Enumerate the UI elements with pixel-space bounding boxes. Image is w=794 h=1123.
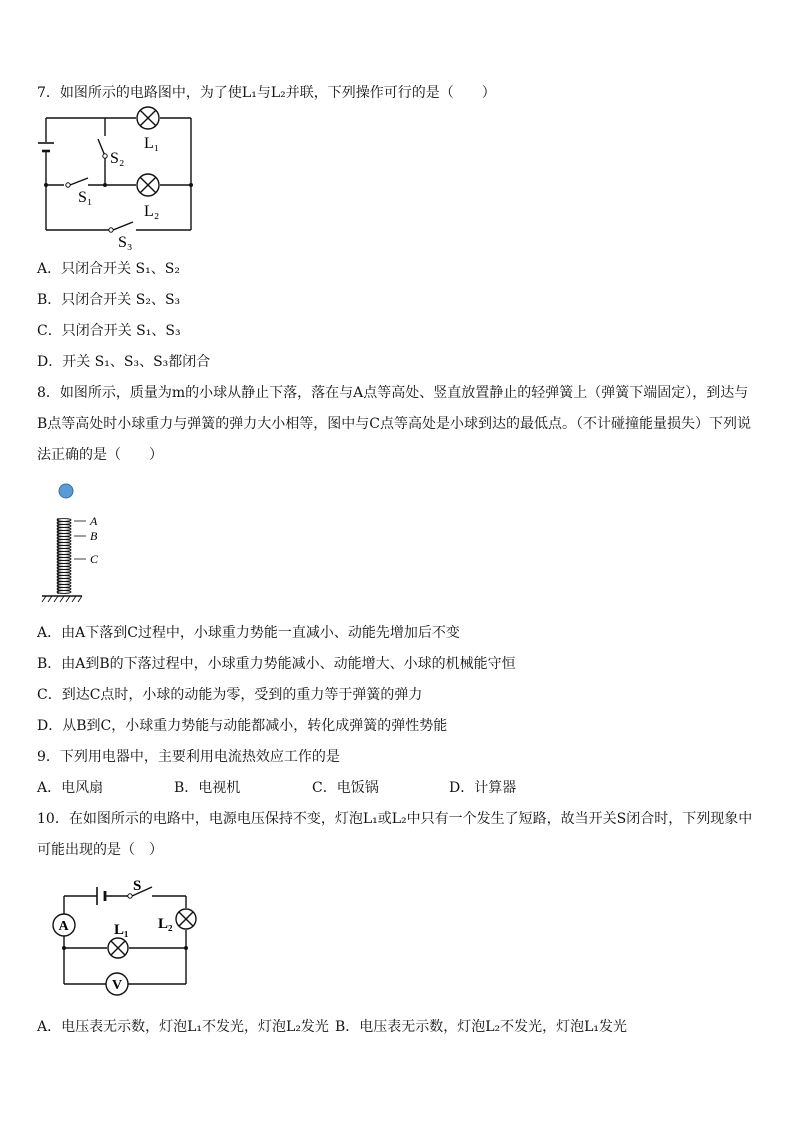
q10-option-b: B．电压表无示数，灯泡L₂不发光，灯泡L₁发光	[334, 1019, 628, 1035]
label-l2: L₂	[158, 916, 173, 932]
q7-option-b: B．只闭合开关 S₂、S₃	[37, 292, 181, 308]
svg-text:V: V	[112, 978, 123, 993]
voltmeter-icon	[106, 973, 128, 995]
q8-option-a: A．由A下落到C过程中，小球重力势能一直减小、动能先增加后不变	[37, 625, 460, 641]
q8-stem-line-1: 8．如图所示，质量为m的小球从静止下落，落在与A点等高处、竖直放置静止的轻弹簧上（弹簧下端固定），到达与	[37, 385, 749, 401]
switch-s-label: S	[133, 878, 142, 894]
q8-spring-diagram	[38, 480, 108, 605]
label-l1: L₁	[114, 922, 129, 938]
label-s1: S₁	[78, 189, 93, 206]
q7-circuit-diagram	[36, 106, 206, 251]
svg-text:A: A	[58, 919, 69, 934]
q9-stem: 9．下列用电器中，主要利用电流热效应工作的是	[37, 749, 340, 765]
q10-option-a: A．电压表无示数，灯泡L₁不发光，灯泡L₂发光	[37, 1019, 329, 1035]
lamp-l1-icon	[108, 938, 128, 958]
q10-circuit-diagram	[48, 878, 208, 998]
ammeter-icon	[53, 914, 75, 936]
q7-stem: 7．如图所示的电路图中，为了使L₁与L₂并联，下列操作可行的是（ ）	[37, 85, 496, 101]
lamp-l1-icon	[137, 107, 159, 129]
ball-icon	[59, 484, 73, 498]
q10-stem-line-2: 可能出现的是（ ）	[37, 842, 163, 858]
label-s2: S₂	[110, 150, 125, 167]
lamp-l2-icon	[176, 909, 196, 929]
q8-option-b: B．由A到B的下落过程中，小球重力势能减小、动能增大、小球的机械能守恒	[37, 656, 516, 672]
q9-option-c: C．电饭锅	[312, 780, 379, 796]
q9-option-d: D．计算器	[449, 780, 517, 796]
q10-options	[37, 1018, 627, 1036]
q9-option-a: A．电风扇	[37, 780, 104, 796]
level-a-label: A	[90, 514, 98, 528]
spring-icon	[57, 519, 71, 594]
q7-option-d: D．开关 S₁、S₃、S₃都闭合	[37, 354, 211, 370]
q7-option-c: C．只闭合开关 S₁、S₃	[37, 323, 181, 339]
q8-option-c: C．到达C点时，小球的动能为零，受到的重力等于弹簧的弹力	[37, 687, 423, 703]
lamp-l2-icon	[137, 174, 159, 196]
q8-option-d: D．从B到C，小球重力势能与动能都减小，转化成弹簧的弹性势能	[37, 718, 448, 734]
q8-stem-line-3: 法正确的是（ ）	[37, 447, 163, 463]
q8-stem-line-2: B点等高处时小球重力与弹簧的弹力大小相等，图中与C点等高处是小球到达的最低点。（不计碰撞能量损失）下列说	[37, 416, 751, 432]
q9-option-b: B．电视机	[174, 780, 241, 796]
label-l2: L₂	[144, 203, 160, 220]
level-c-label: C	[90, 552, 99, 566]
q9-options	[37, 779, 516, 797]
q10-stem-line-1: 10．在如图所示的电路中，电源电压保持不变，灯泡L₁或L₂中只有一个发生了短路，故当开关S闭合时，下列现象中	[37, 811, 753, 827]
level-b-label: B	[90, 529, 98, 543]
label-l1: L₁	[144, 135, 160, 152]
label-s3: S₃	[118, 234, 133, 251]
q7-option-a: A．只闭合开关 S₁、S₂	[37, 261, 180, 277]
